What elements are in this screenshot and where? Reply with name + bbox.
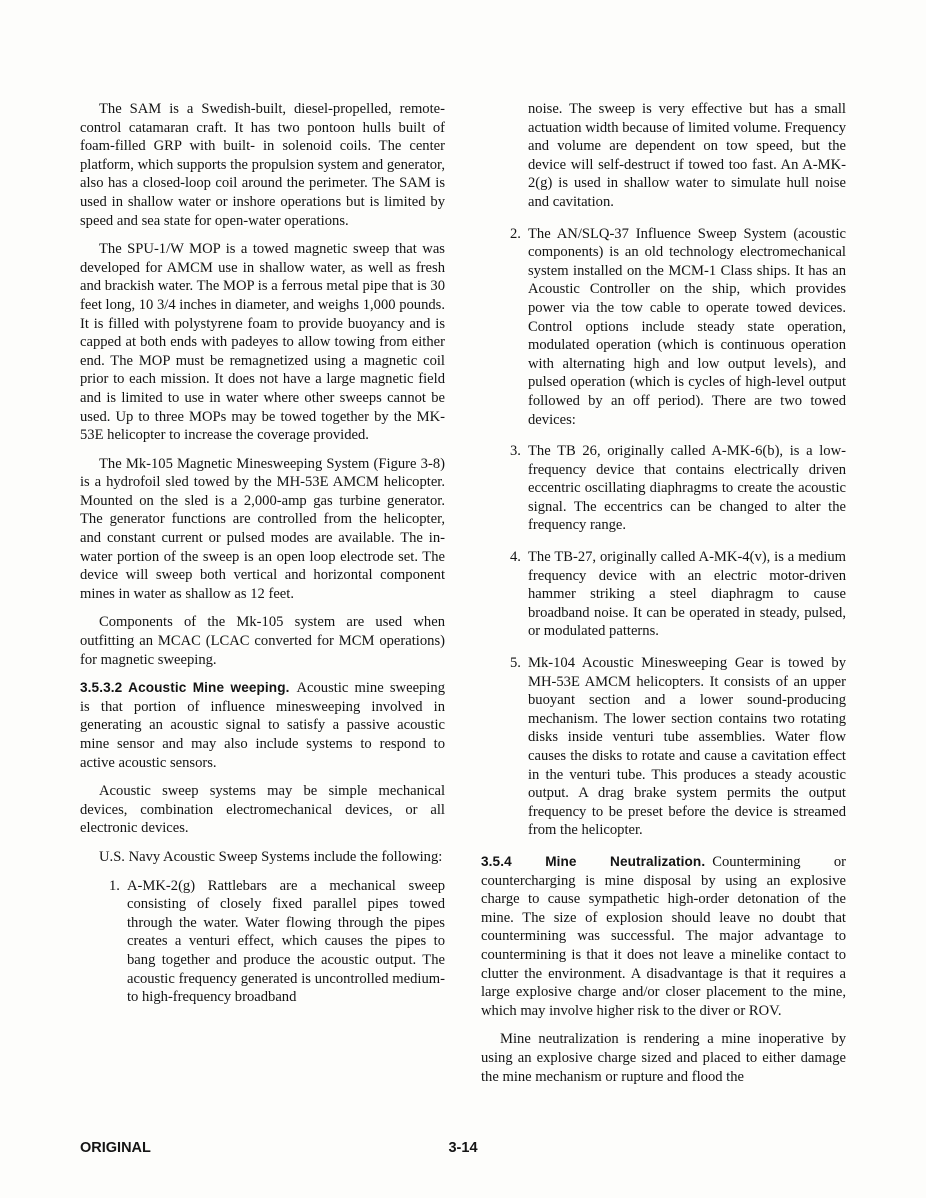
page-content (80, 100, 846, 1096)
page-footer (0, 1140, 926, 1160)
list-item-2 (481, 225, 846, 430)
left-column (80, 100, 445, 1096)
list-item-4 (481, 548, 846, 641)
paragraph-sam: The SAM is a Swedish-built, diesel-propelled, remote-control catamaran craft. It has two pontoon hulls built of foam-filled GRP with built- in solenoid coils. The center platform, which supports the propulsion system and generator, also has a closed-loop coil around the perimeter. The SAM is used in shallow water or inshore operations but is limited by speed and sea state for open-water operations. (80, 101, 445, 229)
paragraph-us-navy-systems: U.S. Navy Acoustic Sweep Systems include the following: (99, 848, 443, 865)
list-item-5 (481, 654, 846, 840)
right-column (481, 100, 846, 1096)
list-item-1-text: A-MK-2(g) Rattlebars are a mechanical sweep consisting of closely fixed parallel pipes towed through the water. Water flowing through the pipes creates a venturi effect, which causes the pipes to bang together and produce the acoustic output. The acoustic frequency generated is uncontrolled medium- to high-frequency broadband (127, 877, 445, 1006)
list-item-2-text: The AN/SLQ-37 Influence Sweep System (acoustic components) is an old technology electromechanical system installed on the MCM-1 Class ships. It has an Acoustic Controller on the ship, which provides power via the tow cable to operate towed devices. Control options include steady state operation, modulated operation (which is continuous operation with alternating high and low output levels), and pulsed operation (which is cycles of high-level output followed by an off period). There are two towed devices: (528, 225, 846, 428)
list-item-2-number: 2. (510, 225, 521, 242)
paragraph-mine-neutralization: Mine neutralization is rendering a mine inoperative by using an explosive charge sized and placed to either damage the mine mechanism or rupture and flood the (481, 1031, 846, 1085)
list-item-1-number: 1. (109, 877, 120, 894)
section-3-5-3-2 (80, 679, 445, 772)
list-item-4-text: The TB-27, originally called A-MK-4(v), is a medium frequency device with an electric motor-driven hammer striking a steel diaphragm to cause broadband noise. It can be operated in steady, pulsed, or modulated patterns. (528, 549, 846, 640)
section-3-5-4-heading: 3.5.4 Mine Neutralization. (481, 853, 706, 869)
section-3-5-4 (481, 853, 846, 1020)
list-item-3 (481, 442, 846, 535)
page-number: 3-14 (448, 1140, 478, 1156)
paragraph-spu-1w-mop: The SPU-1/W MOP is a towed magnetic sweep that was developed for AMCM use in shallow water, as well as fresh and brackish water. The MOP is a ferrous metal pipe that is 30 feet long, 10 3/4 inches in diameter, and weighs 1,000 pounds. It is filled with polystyrene foam to provide buoyancy and is capped at both ends with padeyes to allow towing from either end. The MOP must be remagnetized using a magnetic coil prior to each mission. It does not have a large magnetic field and is limited to use in water where other sweeps cannot be used. Up to three MOPs may be towed together by the MK-53E helicopter to increase the coverage provided. (80, 241, 446, 444)
paragraph-sweep-systems: Acoustic sweep systems may be simple mechanical devices, combination electromechanical devices, or all electronic devices. (80, 783, 445, 837)
footer-original-label: ORIGINAL (80, 1140, 151, 1156)
list-item-1 (80, 877, 445, 1007)
list-item-1-continuation: noise. The sweep is very effective but has a small actuation width because of limited volume. Frequency and volume are dependent on tow speed, but the device will self-destruct if towed too fast. An A-MK-2(g) is used in shallow water to simulate hull noise and cavitation. (528, 101, 846, 210)
section-3-5-3-2-text: Acoustic mine sweeping is that portion of influence minesweeping involved in generating an acoustic signal to satisfy a passive acoustic mine sensor and may also include systems to respond to active acoustic sensors. (80, 680, 445, 771)
list-item-4-number: 4. (510, 549, 521, 566)
paragraph-mk-105-components: Components of the Mk-105 system are used when outfitting an MCAC (LCAC converted for MCM operations) for magnetic sweeping. (80, 614, 445, 668)
list-item-5-text: Mk-104 Acoustic Minesweeping Gear is towed by MH-53E AMCM helicopters. It consists of an upper buoyant section and a lower sound-producing mechanism. The lower section contains two rotating disks inside venturi tube assemblies. Water flow causes the disks to rotate and cause a cavitation effect in the venturi tube. This produces a steady acoustic output. A drag brake system permits the output frequency to be preset before the device is streamed from the helicopter. (528, 655, 846, 839)
list-item-3-number: 3. (510, 443, 521, 460)
section-3-5-4-text: Countermining or countercharging is mine disposal by using an explosive charge to cause sympathetic high-order detonation of the mine. The size of explosion should leave no doubt that countermining was successful. The major advantage to countermining is that it does not leave a minelike contact to clutter the environment. A disadvantage is that it requires a large explosive charge and/or closer placement to the mine, which may involve higher risk to the diver or ROV. (481, 853, 846, 1019)
paragraph-mk-105: The Mk-105 Magnetic Minesweeping System (Figure 3-8) is a hydrofoil sled towed by the MH-53E AMCM helicopter. Mounted on the sled is a 2,000-amp gas turbine generator. The generator functions are controlled from the helicopter, and constant current or pulsed modes are available. The in-water portion of the sweep is an open loop electrode set. The device will sweep both vertical and horizontal component mines in water as shallow as 12 feet. (80, 455, 445, 602)
list-item-5-number: 5. (510, 655, 521, 672)
list-item-3-text: The TB 26, originally called A-MK-6(b), is a low-frequency device that contains electrically driven eccentric oscillating diaphragms to create the acoustic signal. The eccentrics can be changed to alter the frequency range. (528, 443, 846, 534)
section-3-5-3-2-heading: 3.5.3.2 Acoustic Mine weeping. (80, 680, 290, 696)
